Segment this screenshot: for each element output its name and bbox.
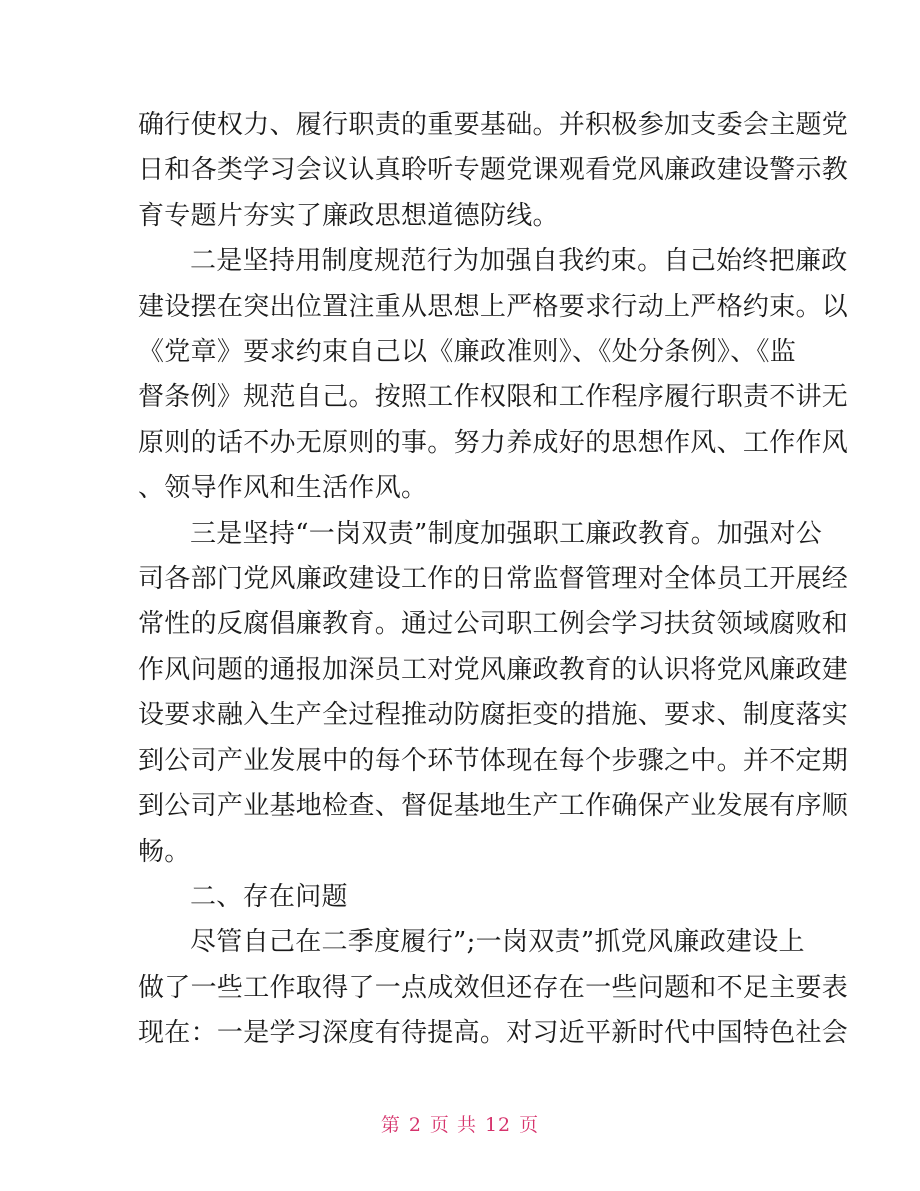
footer-total-pages: 12 <box>484 1114 512 1136</box>
text-line: 原则的话不办无原则的事。努力养成好的思想作风、工作作风 <box>138 427 849 458</box>
text-line: 、领导作风和生活作风。 <box>138 473 428 504</box>
text-line: 作风问题的通报加深员工对党风廉政教育的认识将党风廉政建 <box>138 654 849 685</box>
text-line: 《党章》要求约束自己以《廉政准则》、《处分条例》、《监 <box>138 337 797 368</box>
footer-suffix: 页 <box>519 1114 540 1136</box>
text-line: 建设摆在突出位置注重从思想上严格要求行动上严格约束。以 <box>138 291 849 322</box>
text-line: 二是坚持用制度规范行为加强自我约束。自己始终把廉政 <box>190 246 848 277</box>
text-line: 督条例》规范自己。按照工作权限和工作程序履行职责不讲无 <box>138 382 849 413</box>
text-line: 司各部门党风廉政建设工作的日常监督管理对全体员工开展经 <box>138 564 849 595</box>
text-line: 日和各类学习会议认真聆听专题党课观看党风廉政建设警示教 <box>138 155 849 186</box>
text-line: 畅。 <box>138 836 191 867</box>
text-line: 三是坚持“一岗双责”制度加强职工廉政教育。加强对公 <box>190 518 823 549</box>
text-line: 到公司产业发展中的每个环节体现在每个步骤之中。并不定期 <box>138 745 849 776</box>
text-line: 确行使权力、履行职责的重要基础。并积极参加支委会主题党 <box>138 110 849 140</box>
text-line: 育专题片夯实了廉政思想道德防线。 <box>138 200 559 231</box>
text-line: 尽管自己在二季度履行”;一岗双责”抓党风廉政建设上 <box>190 927 805 958</box>
text-line: 设要求融入生产全过程推动防腐拒变的措施、要求、制度落实 <box>138 700 849 731</box>
text-line: 常性的反腐倡廉教育。通过公司职工例会学习扶贫领域腐败和 <box>138 609 849 640</box>
document-body <box>138 103 849 1057</box>
text-line: 到公司产业基地检查、督促基地生产工作确保产业发展有序顺 <box>138 791 849 822</box>
body-text <box>138 103 849 1057</box>
footer-page-number: 2 <box>408 1114 422 1136</box>
section-heading: 二、存在问题 <box>190 881 348 912</box>
footer-mid: 页 共 <box>429 1114 477 1136</box>
text-line: 做了一些工作取得了一点成效但还存在一些问题和不足主要表 <box>138 972 849 1003</box>
footer-prefix: 第 <box>380 1114 401 1136</box>
page-footer <box>0 1110 920 1137</box>
text-line: 现在：一是学习深度有待提高。对习近平新时代中国特色社会 <box>138 1018 849 1049</box>
